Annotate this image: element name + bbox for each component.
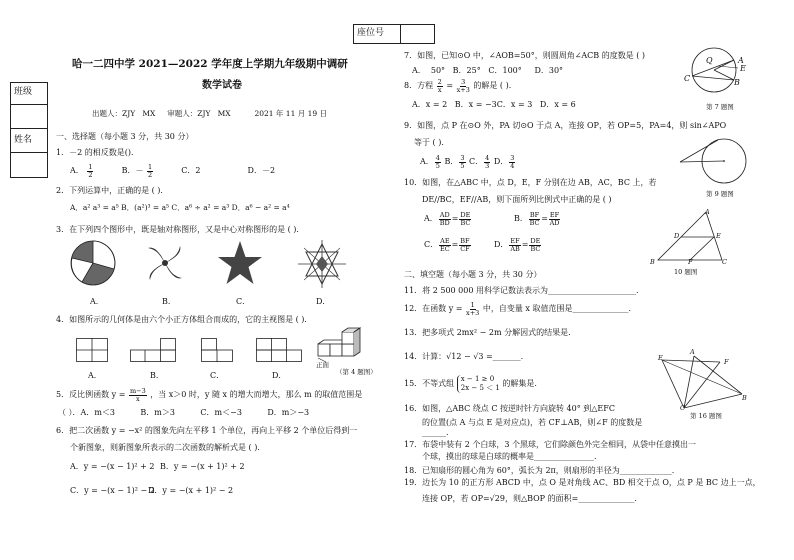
q3-figure-b [140, 240, 190, 286]
q7-figure [680, 44, 746, 100]
q4-label-a: A． [88, 371, 102, 380]
q10-option-b [514, 212, 561, 226]
q7-point-e: E [740, 64, 746, 73]
q10-point-d: D [674, 232, 680, 240]
q8-stem [404, 79, 517, 93]
q9-label-b: B． [444, 157, 459, 166]
q9-options [420, 155, 516, 169]
q8-eq: = [446, 81, 454, 90]
q9-fig-label: 第 9 题图 [706, 190, 734, 198]
q10-a-frac-2: $\frac{DE}{BC}$ [460, 211, 471, 227]
q7-stem: 7．如图，已知⊙O 中，∠AOB=50°，则圆周角∠ACB 的度数是 ( ) [404, 51, 646, 60]
q19-stem-1: 19．边长为 10 的正方形 ABCD 中，点 O 是对角线 AC、BD 相交于点 O，点 P 是 BC 边上一点， [404, 478, 761, 487]
q10-a-frac-1: $\frac{AD}{BD}$ [439, 211, 450, 227]
q15-ineq-2: 2x − 5 ＜ 1 [460, 384, 500, 393]
q5-stem [56, 388, 362, 402]
q4-label-b: B． [150, 371, 164, 380]
q18-stem: 18．已知扇形的圆心角为 60°，弧长为 2π，则扇形的半径为_____________. [404, 466, 675, 475]
q13-stem: 13．把多项式 2mx² − 2m 分解因式的结果是. [404, 328, 571, 337]
q9-frac-d: $\frac{3}{4}$ [510, 154, 515, 170]
q16-fig-label: 第 16 题图 [690, 412, 722, 420]
q10-c-frac-2: $\frac{BF}{CF}$ [460, 237, 470, 253]
q2-stem: 2．下列运算中，正确的是 ( )． [56, 186, 169, 195]
q15-stem-a: 15．不等式组 [404, 379, 455, 389]
q6-stem-2: 个新图象，则新图象所表示的二次函数的解析式是 ( )． [70, 443, 266, 452]
exam-subtitle: 数学试卷 [202, 80, 242, 91]
q15-ineq-1: x − 1 ≥ 0 [460, 375, 495, 383]
q8-stem-a: 8．方程 [404, 81, 434, 90]
q5-options: （ ）．A．m＜3 B．m＞3 C．m＜−3 D．m＞−3 [58, 408, 310, 417]
q6-option-d: D．y = −(x + 1)² − 2 [148, 486, 234, 495]
q10-b-frac-1: $\frac{BF}{BC}$ [529, 211, 540, 227]
q10-c-frac-1: $\frac{AE}{EC}$ [439, 237, 450, 253]
q6-option-a: A．y = −(x − 1)² + 2 [70, 462, 155, 471]
q7-point-q: Q [706, 56, 713, 65]
q7-point-b: B [734, 78, 740, 87]
q16-stem-2: 的位置(点 A 与点 E 是对应点)，若 CF⊥AB，则∠F 的度数是 [422, 418, 643, 427]
seat-box-divider [400, 24, 401, 44]
q10-fig-label: 10 题图 [674, 268, 698, 276]
q17-stem-2: 个球，摸出的球是白球的概率是_______________. [422, 452, 597, 461]
q10-b-frac-2: $\frac{EF}{AD}$ [549, 211, 560, 227]
class-name-divider-3 [10, 152, 48, 153]
q1-option-a: A． [70, 166, 84, 175]
seat-number-label: 座位号 [357, 28, 385, 38]
q12-stem-b: 中，自变量 x 取值范围是______________. [482, 304, 631, 313]
q7-point-a: A [738, 56, 744, 65]
q10-point-c: C [722, 258, 727, 266]
q3-figure-c [216, 240, 264, 286]
q10-point-e: E [716, 232, 721, 240]
q12-frac: $\frac{1}{x+3}$ [466, 301, 480, 317]
q10-label-b: B． [514, 214, 528, 223]
q3-figure-d [294, 240, 350, 288]
q16-point-f: F [724, 358, 729, 366]
q15-stem [404, 375, 537, 393]
q19-stem-2: 连接 OP，若 OP=√29，则△BOP 的面积=______________. [422, 494, 637, 503]
q1-option-a-frac: $\frac{1}{2}$ [88, 163, 93, 179]
q16-point-a: A [690, 348, 695, 356]
q10-point-a: A [705, 208, 710, 216]
q1-stem: 1．－2 的相反数是()． [56, 148, 139, 157]
name-label: 姓名 [14, 135, 33, 145]
q3-label-c: C． [236, 297, 251, 306]
q10-option-a [424, 212, 472, 226]
q1-option-d: D．－2 [247, 166, 276, 175]
q16-point-c: C [680, 404, 685, 412]
q9-stem-2: 等于 ( )． [414, 138, 450, 147]
class-label: 班级 [14, 87, 33, 97]
class-name-divider-1 [10, 104, 48, 105]
q12-stem-a: 12．在函数 y = [404, 304, 463, 313]
q6-stem-1: 6．把二次函数 y = −x² 的图象先向左平移 1 个单位，再向上平移 2 个单位后得到一 [56, 426, 358, 435]
q16-figure [656, 352, 748, 412]
q1-option-c: C．2 [181, 166, 201, 175]
q9-label-d: D． [493, 157, 509, 166]
q4-view-a [76, 338, 108, 362]
q7-options: A． 50° B．25° C．100° D．30° [412, 66, 564, 75]
q5-stem-b: ，当 x＞0 时，y 随 x 的增大而增大，那么 m 的取值范围是 [150, 390, 363, 399]
class-name-divider-2 [10, 128, 48, 129]
q9-label-a: A． [420, 157, 434, 166]
q9-figure [676, 136, 752, 186]
q4-label-c: C． [210, 371, 225, 380]
q10-option-c [424, 238, 472, 252]
q9-label-c: C． [469, 157, 484, 166]
q11-stem: 11．将 2 500 000 用科学记数法表示为______________________. [404, 286, 639, 295]
q10-label-d: D． [494, 240, 509, 249]
q8-options: A．x = 2 B．x = −3C．x = 3 D．x = 6 [412, 100, 576, 109]
q3-label-a: A． [90, 297, 104, 306]
q10-stem-1: 10．如图，在△ABC 中，点 D，E，F 分别在边 AB，AC，BC 上，若 [404, 178, 657, 187]
q8-frac-1: $\frac{2}{x}$ [437, 78, 442, 94]
q4-view-b [130, 338, 176, 362]
q4-view-c [201, 338, 233, 362]
q6-option-c: C．y = −(x − 1)² − 2 [70, 486, 155, 495]
q16-point-e: E [658, 354, 663, 362]
q14-stem: 14．计算：√12 − √3 =_______. [404, 352, 524, 361]
q8-stem-b: 的解是 ( )． [473, 81, 517, 90]
q6-option-b: B．y = −(x + 1)² + 2 [160, 462, 245, 471]
q10-d-eq: = [521, 240, 529, 249]
q2-options: A．a² a³ = a⁵ B．(a²)³ = a⁵ C．a⁶ ÷ a² = a³ D．a⁶ − a² = a⁴ [70, 203, 290, 212]
q4-solid-figure [314, 326, 366, 362]
q15-stem-b: 的解集是. [502, 379, 537, 389]
section1-title: 一、选择题（每小题 3 分，共 30 分） [56, 132, 194, 141]
q3-stem: 3．在下列四个图形中，既是轴对称图形，又是中心对称图形的是 ( )． [56, 225, 305, 234]
exam-meta: 出题人：ZJY MX 审题人：ZJY MX 2021 年 11 月 19 日 [92, 109, 328, 118]
q16-stem-3: ______. [422, 428, 449, 437]
q5-frac: $\frac{m-3}{x}$ [129, 387, 146, 403]
q4-front-label: 正面 [316, 361, 329, 369]
q3-label-d: D． [316, 297, 331, 306]
q7-fig-label: 第 7 题图 [706, 103, 734, 111]
q10-stem-2: DE//BC，EF//AB，则下面所列比例式中正确的是 ( ) [422, 195, 612, 204]
q1-options [70, 164, 275, 178]
q16-stem-1: 16．如图，△ABC 绕点 C 按逆时针方向旋转 40° 到△EFC [404, 404, 615, 413]
q17-stem-1: 17．布袋中装有 2 个白球，3 个黑球，它们除颜色外完全相同，从袋中任意摸出一 [404, 440, 696, 449]
q10-option-d [494, 238, 542, 252]
q10-point-b: B [650, 258, 655, 266]
q7-point-c: C [684, 74, 691, 83]
q10-d-frac-2: $\frac{DE}{BC}$ [530, 237, 541, 253]
q10-point-f: F [688, 258, 693, 266]
q10-a-eq: = [451, 214, 459, 223]
section2-title: 二、填空题（每小题 3 分，共 30 分） [404, 270, 542, 279]
q9-stem-1: 9．如图，点 P 在⊙O 外，PA 切⊙O 于点 A，连接 OP，若 OP=5，PA=4，则 sin∠APO [404, 121, 727, 130]
q10-c-eq: = [451, 240, 459, 249]
q9-frac-b: $\frac{3}{5}$ [460, 154, 465, 170]
q1-option-b: B．－ [121, 166, 144, 175]
q12-stem [404, 302, 631, 316]
q10-label-a: A． [424, 214, 438, 223]
q4-label-d: D． [272, 371, 287, 380]
q9-frac-a: $\frac{4}{5}$ [435, 154, 440, 170]
q8-frac-2: $\frac{3}{x+3}$ [456, 78, 470, 94]
exam-title: 哈一二四中学 2021—2022 学年度上学期九年级期中调研 [72, 58, 348, 70]
q10-label-c: C． [424, 240, 439, 249]
q10-b-eq: = [541, 214, 548, 223]
q16-point-b: B [742, 394, 747, 402]
q3-label-b: B． [162, 297, 176, 306]
q4-view-d [256, 338, 302, 362]
q5-stem-a: 5．反比例函数 y = [56, 390, 126, 399]
q9-frac-c: $\frac{4}{3}$ [485, 154, 490, 170]
q4-stem: 4．如图所示的几何体是由六个小正方体组合而成的，它的主视图是 ( )． [56, 315, 313, 324]
q4-fig-label: （第 4 题图） [336, 368, 377, 376]
q1-option-b-frac: $\frac{1}{2}$ [148, 163, 153, 179]
q3-figure-a [70, 240, 116, 286]
q10-d-frac-1: $\frac{EF}{AB}$ [510, 237, 520, 253]
